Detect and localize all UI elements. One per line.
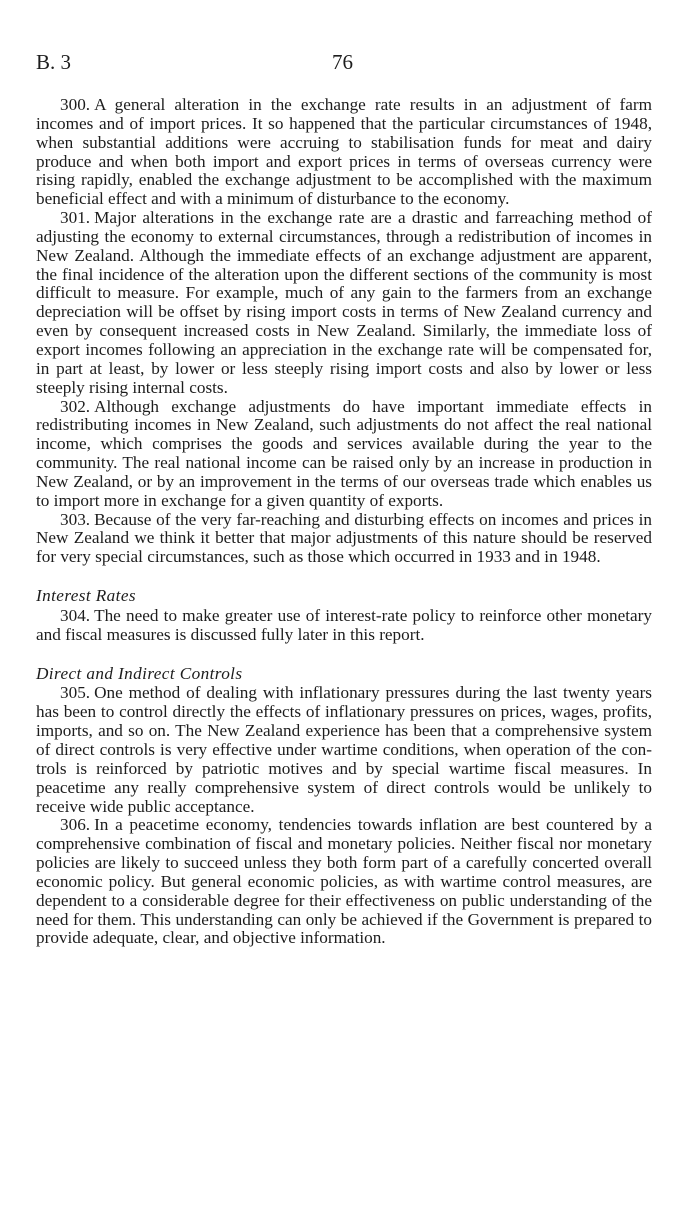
paragraph-number: 305. [60,683,91,703]
document-body [36,96,652,948]
paragraph-number: 302. [60,396,91,416]
paragraph-301 [36,209,652,397]
section-heading-interest-rates: Interest Rates [36,586,136,606]
paragraph-number: 306. [60,815,91,835]
paragraph-305 [36,684,652,816]
page-number: 76 [332,50,353,74]
paragraph-number: 300. [60,95,91,114]
paragraph-number: 303. [60,509,91,529]
paragraph-text: In a peacetime economy, tendencies towards inflation are best countered by a comprehensive combination of fiscal and monetary policies. Neither fiscal nor monetary policies are likely to succeed unless they both form part of a carefully concerted overall economic policy. But general economic policies, as with wartime control measures, are dependent to a considerable degree for their effectiveness on public understanding of the need for them. This understanding can only be achieved if the Government is prepared to provide adequate, clear, and objective information. [36,815,652,948]
paragraph-text: A general alteration in the exchange rate results in an adjustment of farm incomes and of import prices. It so happened that the particular circumstances of 1948, when substantial additions were accruing to stabilisation funds for meat and dairy produce and when both import and export prices in terms of overseas currency were rising rapidly, enabled the exchange adjustment to be accomplished with the maximum beneficial effect and with a minimum of disturbance to the economy. [36,95,652,209]
paragraph-302 [36,398,652,511]
paragraph-text: Major alterations in the exchange rate are a drastic and farreaching method of adjusting the economy to external circumstances, through a redistribution of incomes in New Zealand. Although the immediate effects of an exchange adjustment are apparent, the final incidence of the alteration upon the different sections of the community is most difficult to measure. For example, much of any gain to the farmers from an exchange depreciation will be offset by rising import costs in terms of New Zealand currency and even by consequent increased costs in New Zealand. Similarly, the immediate loss of export incomes following an appreciation in the exchange rate will be compensated for, in part at least, by lower or less steeply rising import costs and also by lower or less steeply rising internal costs. [36,208,652,397]
paragraph-text: Although exchange adjustments do have important immediate effects in redistributing incomes in New Zealand, such adjustments do not affect the real national income, which comprises the goods and services available during the year to the community. The real national income can be raised only by an increase in production in New Zealand, or by an improvement in the terms of our overseas trade which enables us to import more in exchange for a given quantity of exports. [36,396,652,510]
paragraph-text: The need to make greater use of interest-rate policy to reinforce other monetary and fiscal measures is discussed fully later in this report. [36,605,652,644]
section-heading-direct-indirect-controls: Direct and Indirect Controls [36,663,243,683]
paragraph-text: One method of dealing with inflationary pressures during the last twenty years has been to control directly the effects of inflationary pressures on prices, wages, profits, imports, and so on. The New Zealand experience has been that a comprehensive system of direct controls is very effective under wartime conditions, when operation of the controls is reinforced by patriotic motives and by special wartime fiscal measures. In peacetime any really comprehensive system of direct controls would be unlikely to receive wide public acceptance. [36,683,652,816]
paragraph-306 [36,816,652,948]
paragraph-number: 304. [60,605,91,625]
paragraph-300 [36,96,652,209]
paragraph-303 [36,511,652,568]
paragraph-text: Because of the very far-reaching and disturbing effects on incomes and prices in New Zealand we think it better that major adjustments of this nature should be reserved for very special circumstances, such as those which occurred in 1933 and in 1948. [36,509,652,567]
page-header [36,50,656,80]
paragraph-304 [36,607,652,645]
document-reference: B. 3 [36,50,72,74]
paragraph-number: 301. [60,208,91,228]
